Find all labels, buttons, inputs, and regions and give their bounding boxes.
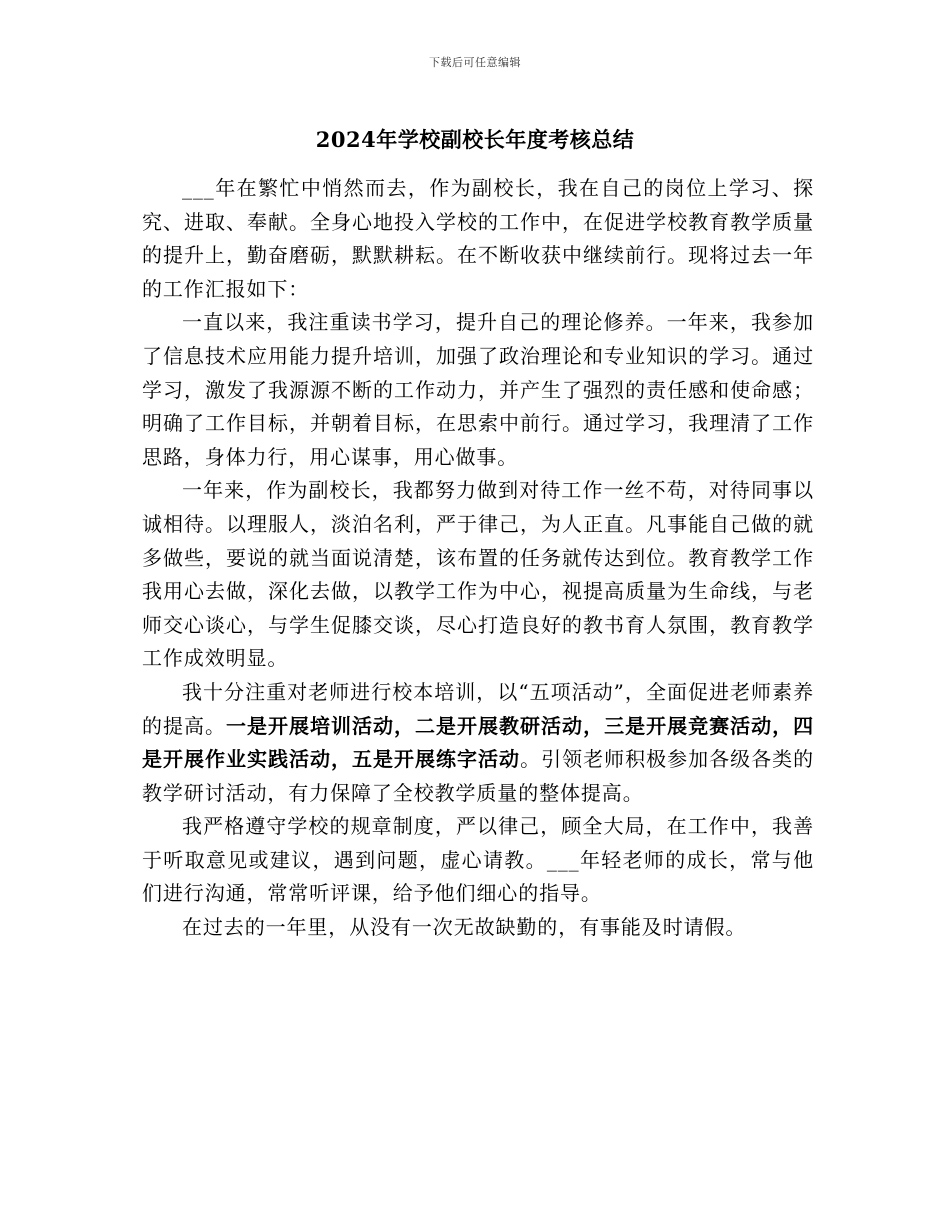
paragraph-work-attitude: 一年来，作为副校长，我都努力做到对待工作一丝不苟，对待同事以诚相待。以理服人，淡泊名利，严于律己，为人正直。凡事能自己做的就多做些，要说的就当面说清楚，该布置的任务就传达到位。教育教学工作我用心去做，深化去做，以教学工作为中心，视提高质量为生命线，与老师交心谈心，与学生促膝交谈，尽心打造良好的教书育人氛围，教育教学工作成效明显。 <box>142 478 814 671</box>
training-text-after: 。引领老师积极参加各级各类的教学研讨活动，有力保障了全校教学质量的整体提高。 <box>142 747 814 805</box>
document-title: 2024年学校副校长年度考核总结 <box>315 127 635 152</box>
five-activities-bold-text: 一是开展培训活动，二是开展教研活动，三是开展竞赛活动，四是开展作业实践活动，五是开展练字活动 <box>142 713 814 772</box>
training-text-before: 我十分注重对老师进行校本培训，以“五项活动”，全面促进老师素养的提高。 <box>142 679 814 738</box>
document-body <box>142 172 814 945</box>
paragraph-study: 一直以来，我注重读书学习，提升自己的理论修养。一年来，我参加了信息技术应用能力提升培训，加强了政治理论和专业知识的学习。通过学习，激发了我源源不断的工作动力，并产生了强烈的责任感和使命感；明确了工作目标，并朝着目标，在思索中前行。通过学习，我理清了工作思路，身体力行，用心谋事，用心做事。 <box>142 310 814 469</box>
paragraph-discipline: 我严格遵守学校的规章制度，严以律己，顾全大局，在工作中，我善于听取意见或建议，遇到问题，虚心请教。___年轻老师的成长，常与他们进行沟通，常常听评课，给予他们细心的指导。 <box>142 814 814 906</box>
header-note: 下载后可任意编辑 <box>429 56 521 69</box>
paragraph-intro: ___年在繁忙中悄然而去，作为副校长，我在自己的岗位上学习、探究、进取、奉献。全身心地投入学校的工作中，在促进学校教育教学质量的提升上，勤奋磨砺，默默耕耘。在不断收获中继续前行。现将过去一年的工作汇报如下： <box>142 176 814 301</box>
paragraph-teacher-training <box>142 676 814 810</box>
paragraph-attendance: 在过去的一年里，从没有一次无故缺勤的，有事能及时请假。 <box>182 915 747 940</box>
